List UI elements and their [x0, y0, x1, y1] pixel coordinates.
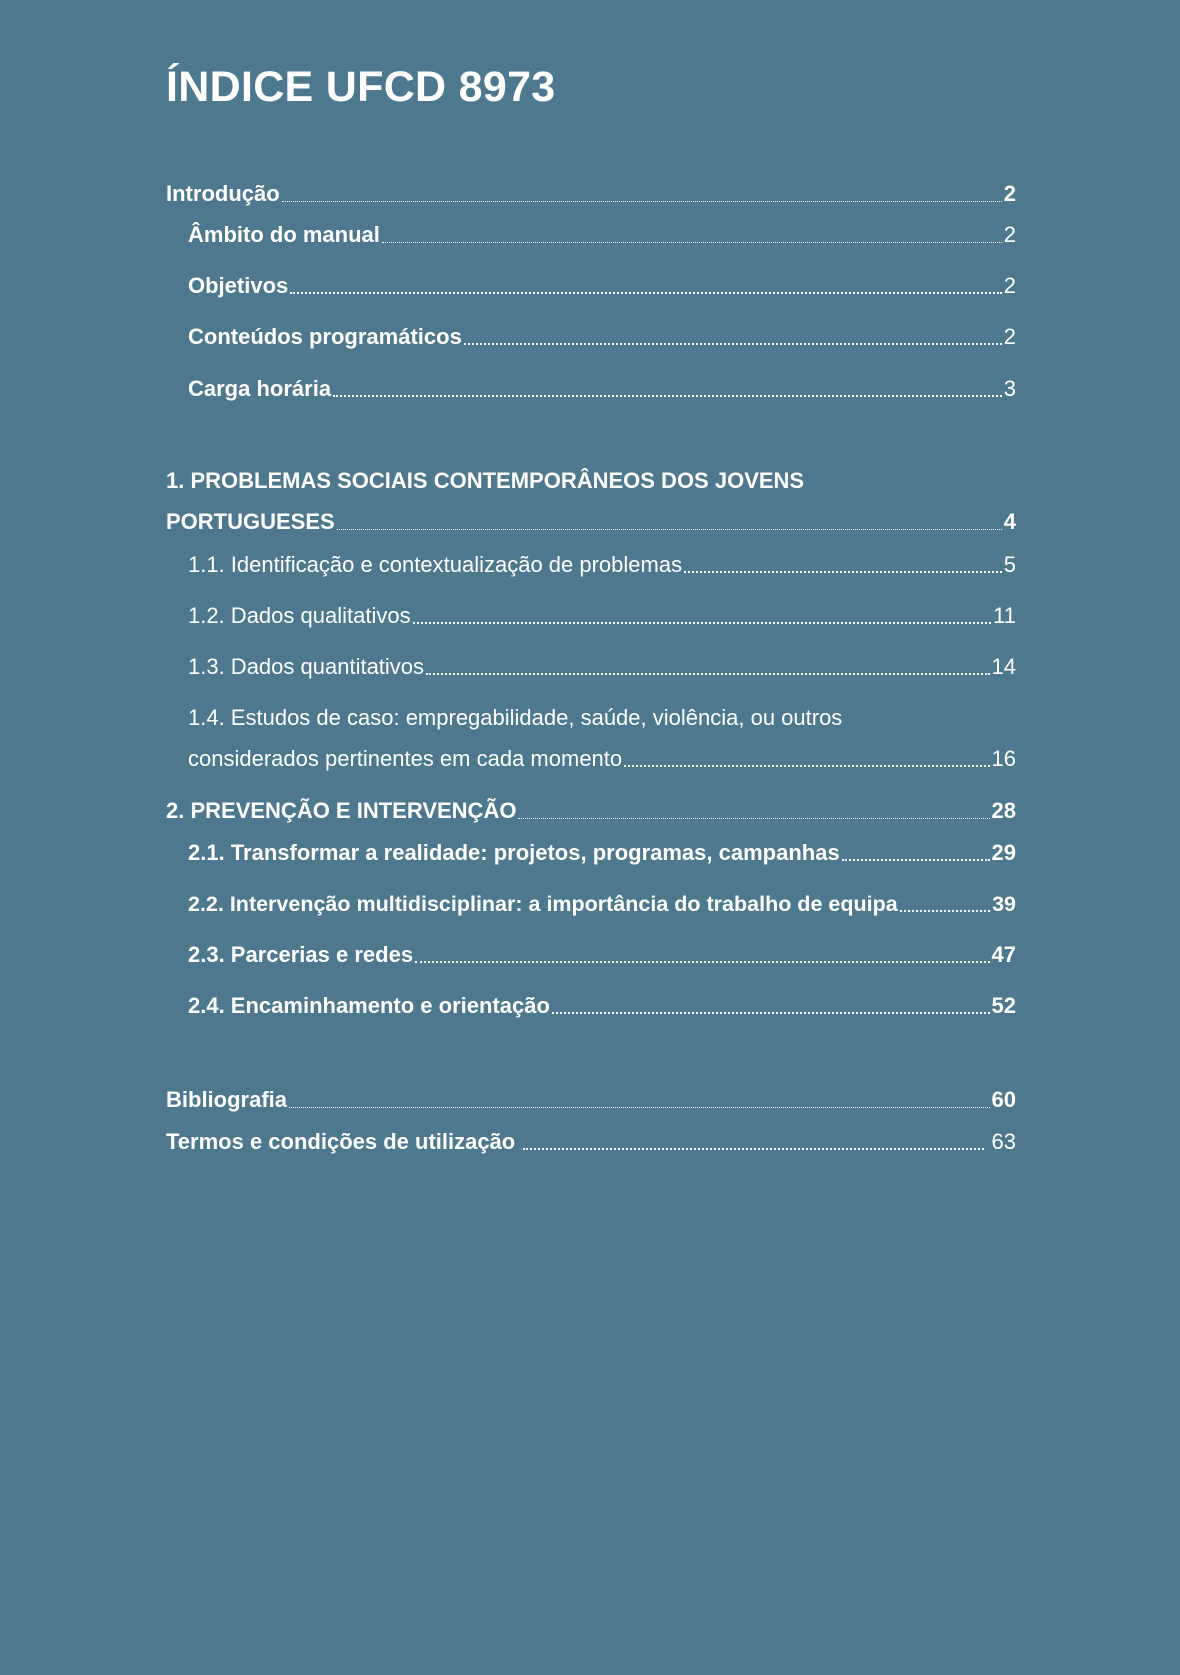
- dot-leader: [523, 1148, 983, 1150]
- toc-label: PORTUGUESES: [166, 509, 335, 534]
- toc-entry-objetivos[interactable]: [188, 272, 1016, 300]
- toc-page-number: 16: [991, 746, 1016, 771]
- dot-leader: [415, 961, 989, 963]
- toc-page-number: 52: [991, 993, 1016, 1018]
- toc-label: 2. PREVENÇÃO E INTERVENÇÃO: [166, 798, 517, 823]
- toc-entry-carga[interactable]: [188, 375, 1016, 403]
- toc-page-number: 2: [1003, 181, 1016, 206]
- dot-leader: [518, 818, 989, 819]
- toc-label: Conteúdos programáticos: [188, 324, 462, 349]
- toc-entry-ambito[interactable]: [188, 221, 1016, 249]
- toc-page-number: 29: [991, 840, 1016, 865]
- dot-leader: [900, 910, 990, 912]
- toc-entry-chapter-2[interactable]: [166, 797, 1016, 825]
- toc-label: Carga horária: [188, 376, 332, 401]
- toc-entry-1-3[interactable]: [188, 653, 1016, 681]
- toc-entry-2-4[interactable]: [188, 992, 1016, 1020]
- toc-entry-conteudos[interactable]: [188, 323, 1016, 351]
- toc-entry-introducao[interactable]: [166, 180, 1016, 208]
- toc-entry-2-1[interactable]: [188, 839, 1016, 867]
- toc-label: 2.1. Transformar a realidade: projetos, programas, campanhas: [188, 840, 840, 865]
- toc-label: Bibliografia: [166, 1087, 288, 1112]
- toc-page-number: 4: [1003, 509, 1016, 534]
- dot-leader: [624, 765, 989, 767]
- dot-leader: [684, 571, 1002, 573]
- toc-label: 1.3. Dados quantitativos: [188, 654, 425, 679]
- toc-page-number: 5: [1003, 552, 1016, 577]
- toc-page-number: 11: [993, 603, 1016, 628]
- toc-chapter-1-line1[interactable]: 1. PROBLEMAS SOCIAIS CONTEMPORÂNEOS DOS JOVENS: [166, 468, 805, 493]
- dot-leader: [413, 622, 992, 624]
- toc-entry-1-4-line1[interactable]: 1.4. Estudos de caso: empregabilidade, saúde, violência, ou outros: [188, 705, 843, 730]
- dot-leader: [382, 242, 1002, 243]
- dot-leader: [426, 673, 989, 675]
- toc-page-number: 28: [991, 798, 1016, 823]
- toc-entry-2-2[interactable]: [188, 890, 1016, 918]
- toc-label: Termos e condições de utilização: [166, 1129, 516, 1154]
- toc-entry-1-2[interactable]: [188, 602, 1016, 630]
- toc-entry-chapter-1[interactable]: [166, 508, 1016, 536]
- toc-entry-1-4[interactable]: [188, 745, 1016, 773]
- dot-leader: [333, 395, 1002, 397]
- toc-page-number: 3: [1003, 376, 1016, 401]
- toc-page-number: 14: [991, 654, 1016, 679]
- toc-label: 1.1. Identificação e contextualização de problemas: [188, 552, 683, 577]
- toc-page-number: 2: [1003, 222, 1016, 247]
- dot-leader: [337, 529, 1002, 530]
- toc-entry-termos[interactable]: [166, 1128, 1016, 1156]
- toc-page-number: 60: [991, 1087, 1016, 1112]
- toc-label: Objetivos: [188, 273, 289, 298]
- dot-leader: [290, 292, 1002, 294]
- toc-page-number: 39: [992, 892, 1016, 916]
- toc-page-number: 2: [1003, 324, 1016, 349]
- toc-label: 2.4. Encaminhamento e orientação: [188, 993, 550, 1018]
- toc-label: 2.3. Parcerias e redes: [188, 942, 414, 967]
- dot-leader: [289, 1107, 990, 1108]
- toc-page-number: 2: [1003, 273, 1016, 298]
- toc-entry-1-1[interactable]: [188, 551, 1016, 579]
- toc-label: 2.2. Intervenção multidisciplinar: a importância do trabalho de equipa: [188, 892, 898, 916]
- toc-label: Âmbito do manual: [188, 222, 380, 247]
- toc-entry-bibliografia[interactable]: [166, 1086, 1016, 1114]
- toc-page-number: 63: [991, 1129, 1016, 1154]
- toc-label: considerados pertinentes em cada momento: [188, 746, 623, 771]
- dot-leader: [464, 343, 1002, 345]
- toc-entry-2-3[interactable]: [188, 941, 1016, 969]
- toc-label: Introdução: [166, 181, 280, 206]
- dot-leader: [552, 1012, 990, 1014]
- toc-label: 1.2. Dados qualitativos: [188, 603, 411, 628]
- dot-leader: [842, 859, 990, 861]
- page-title: ÍNDICE UFCD 8973: [166, 63, 556, 111]
- toc-page-number: 47: [991, 942, 1016, 967]
- dot-leader: [282, 201, 1002, 202]
